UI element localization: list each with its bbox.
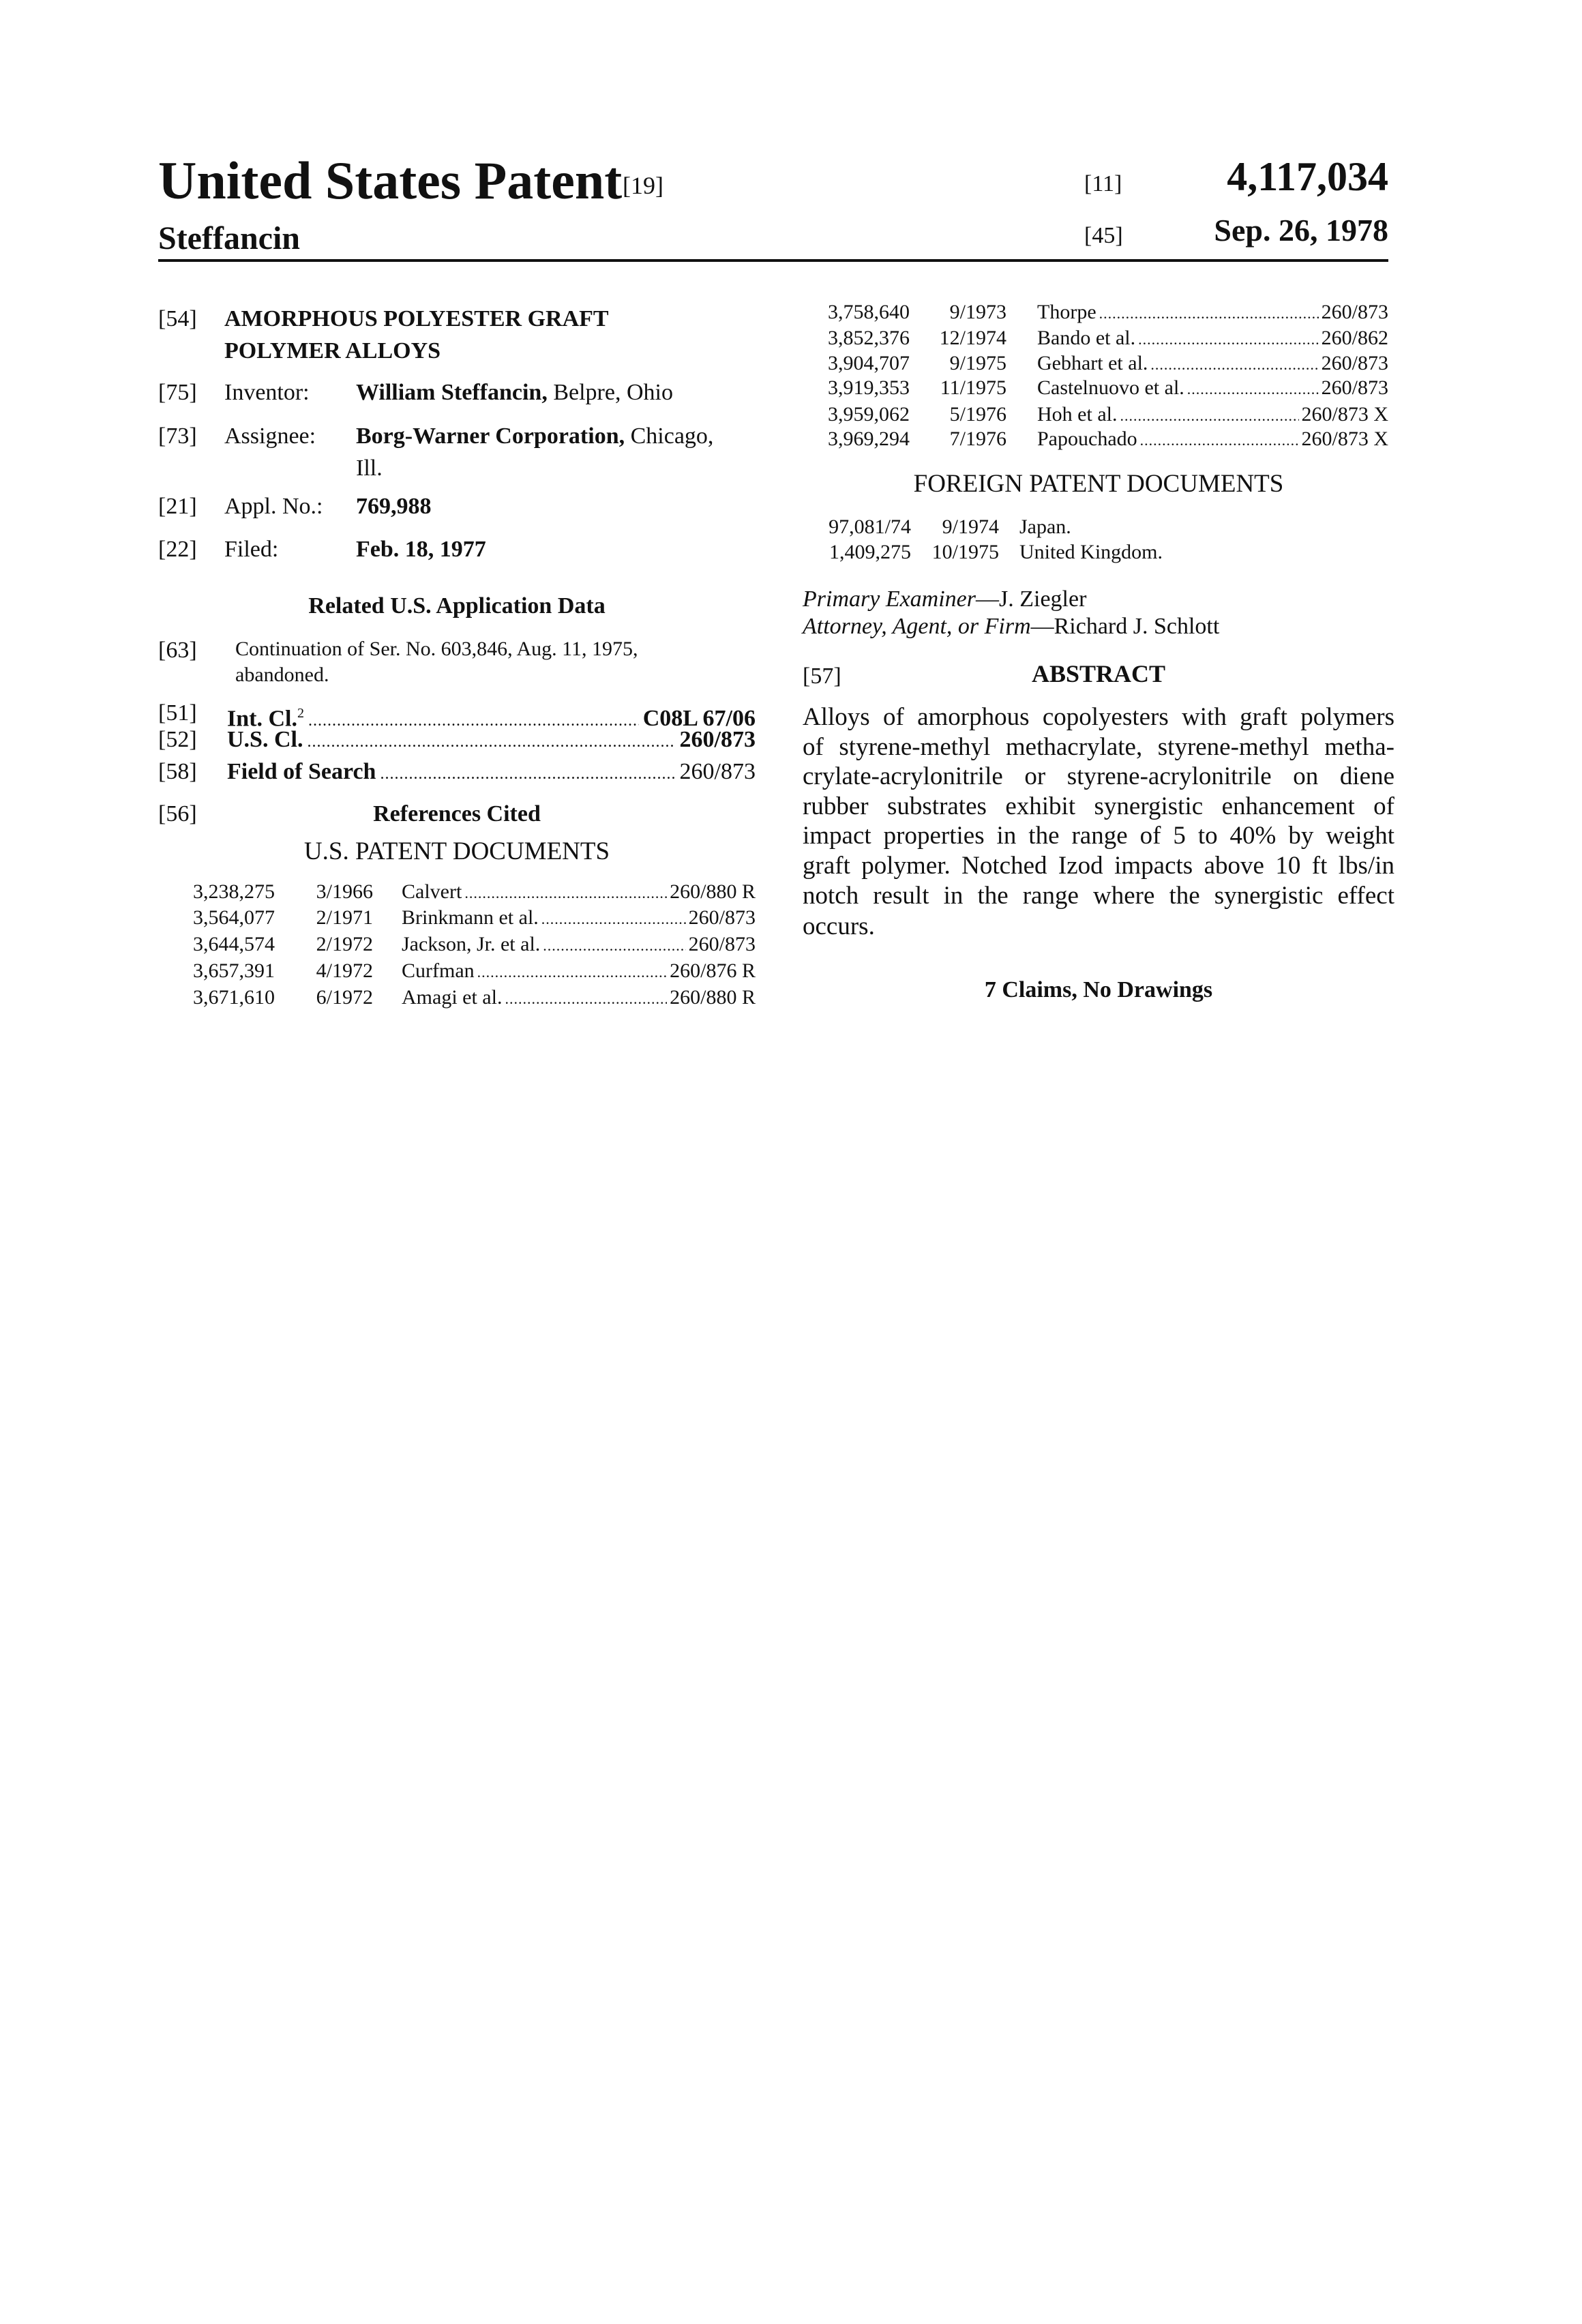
abstract-line: of styrene-methyl methacrylate, styrene-methyl metha-	[803, 732, 1394, 762]
assignee-code: [73]	[158, 423, 197, 450]
continuation-line: Continuation of Ser. No. 603,846, Aug. 11, 1975,	[235, 637, 638, 661]
ref-date: 10/1975	[911, 540, 999, 565]
invention-title-line: POLYMER ALLOYS	[224, 338, 441, 365]
ref-name: Gebhart et al.	[1037, 351, 1148, 376]
ref-name: Bando et al.	[1037, 326, 1135, 351]
leader-dots	[1187, 376, 1319, 402]
reference-row	[166, 959, 756, 985]
ref-name: Amagi et al.	[402, 985, 502, 1010]
ref-number: 1,409,275	[811, 540, 911, 565]
reference-row	[166, 932, 756, 958]
appl-code: [21]	[158, 493, 197, 520]
ref-number: 3,959,062	[816, 402, 910, 427]
abstract-line: occurs.	[803, 912, 1394, 942]
int-cl-value: C08L 67/06	[643, 705, 756, 732]
foreign-heading: FOREIGN PATENT DOCUMENTS	[803, 470, 1394, 498]
reference-row	[166, 985, 756, 1011]
assignee-place-2: Ill.	[356, 455, 383, 482]
ref-number: 3,657,391	[166, 959, 275, 983]
int-cl-label: Int. Cl.2	[227, 700, 304, 732]
int-cl-code: [51]	[158, 700, 197, 727]
ref-date: 2/1971	[275, 906, 373, 930]
ref-number: 3,904,707	[816, 351, 910, 376]
reference-row	[166, 906, 756, 932]
field-of-search	[227, 758, 756, 788]
ref-country: Japan.	[1019, 515, 1071, 539]
abstract-line: impact properties in the range of 5 to 40% by weight	[803, 821, 1394, 851]
ref-number: 97,081/74	[811, 515, 911, 539]
assignee-value	[356, 423, 713, 450]
abstract-line: notch result in the range where the synergistic effect	[803, 881, 1394, 911]
date-code: [45]	[1084, 222, 1123, 250]
ref-number: 3,969,294	[816, 427, 910, 451]
reference-row	[816, 427, 1388, 453]
attorney: Attorney, Agent, or Firm—Richard J. Schlott	[803, 613, 1219, 640]
ref-name: Castelnuovo et al.	[1037, 376, 1184, 400]
ref-date: 5/1976	[910, 402, 1006, 427]
patent-number: 4,117,034	[1227, 153, 1388, 200]
ref-country: United Kingdom.	[1019, 540, 1163, 565]
reference-row	[166, 880, 756, 906]
appl-value: 769,988	[356, 493, 432, 520]
filed-label: Filed:	[224, 536, 278, 563]
related-heading: Related U.S. Application Data	[158, 593, 756, 620]
ref-class: 260/880 R	[670, 880, 756, 904]
ref-class: 260/873	[689, 906, 756, 930]
ref-date: 6/1972	[275, 985, 373, 1010]
refs-code: [56]	[158, 801, 197, 828]
appl-label: Appl. No.:	[224, 493, 323, 520]
leader-dots	[464, 880, 667, 906]
inventor-place: Belpre, Ohio	[548, 380, 673, 405]
ref-class: 260/873 X	[1302, 402, 1389, 427]
ref-number: 3,238,275	[166, 880, 275, 904]
invention-title-line: AMORPHOUS POLYESTER GRAFT	[224, 306, 609, 333]
filed-code: [22]	[158, 536, 197, 563]
foreign-reference-row	[811, 540, 1163, 565]
ref-date: 11/1975	[910, 376, 1006, 400]
header-rule	[158, 259, 1388, 262]
reference-row	[816, 376, 1388, 402]
leader-dots	[1140, 427, 1299, 453]
ref-name: Brinkmann et al.	[402, 906, 539, 930]
ref-number: 3,919,353	[816, 376, 910, 400]
us-cl-label: U.S. Cl.	[227, 726, 303, 754]
inventor-value	[356, 379, 673, 406]
field-value: 260/873	[680, 758, 756, 786]
assignee-label: Assignee:	[224, 423, 316, 450]
ref-class: 260/873	[1322, 300, 1388, 325]
title-field-code: [54]	[158, 306, 197, 333]
continuation-line: abandoned.	[235, 663, 329, 687]
ref-number: 3,671,610	[166, 985, 275, 1010]
abstract-line: rubber substrates exhibit synergistic enhancement of	[803, 792, 1394, 822]
ref-class: 260/873	[1322, 351, 1388, 376]
ref-name: Calvert	[402, 880, 462, 904]
leader-dots	[1150, 351, 1318, 377]
leader-dots	[505, 985, 667, 1011]
reference-row	[816, 300, 1388, 326]
ref-number: 3,644,574	[166, 932, 275, 957]
abstract-line: crylate-acrylonitrile or styrene-acrylonitrile on diene	[803, 762, 1394, 792]
leader-dots	[543, 932, 685, 958]
ref-date: 4/1972	[275, 959, 373, 983]
ref-date: 7/1976	[910, 427, 1006, 451]
inventor-name: William Steffancin,	[356, 380, 548, 405]
ref-date: 9/1973	[910, 300, 1006, 325]
inventor-surname: Steffancin	[158, 220, 300, 258]
reference-row	[816, 351, 1388, 377]
ref-class: 260/876 R	[670, 959, 756, 983]
ref-class: 260/873	[1322, 376, 1388, 400]
ref-number: 3,758,640	[816, 300, 910, 325]
inventor-label: Inventor:	[224, 379, 310, 406]
ref-date: 9/1974	[911, 515, 999, 539]
abstract-line: graft polymer. Notched Izod impacts above 10 ft lbs/in	[803, 851, 1394, 881]
refs-heading: References Cited	[158, 801, 756, 828]
us-cl-code: [52]	[158, 726, 197, 754]
leader-dots	[1099, 300, 1319, 326]
ref-date: 9/1975	[910, 351, 1006, 376]
title-code: [19]	[623, 172, 663, 199]
ref-date: 12/1974	[910, 326, 1006, 351]
leader-dots	[541, 906, 686, 932]
ref-number: 3,852,376	[816, 326, 910, 351]
us-cl-field	[227, 726, 756, 756]
us-cl-value: 260/873	[680, 726, 756, 754]
ref-class: 260/873 X	[1302, 427, 1389, 451]
ref-class: 260/873	[689, 932, 756, 957]
patent-number-code: [11]	[1084, 170, 1122, 198]
inventor-code: [75]	[158, 379, 197, 406]
abstract-line: Alloys of amorphous copolyesters with graft polymers	[803, 702, 1394, 732]
patent-date: Sep. 26, 1978	[1214, 213, 1388, 248]
reference-row	[816, 402, 1388, 428]
patent-title: United States Patent	[158, 150, 622, 211]
leader-dots	[477, 959, 668, 985]
ref-name: Hoh et al.	[1037, 402, 1117, 427]
abstract-heading: ABSTRACT	[803, 659, 1394, 688]
ref-name: Jackson, Jr. et al.	[402, 932, 540, 957]
ref-name: Thorpe	[1037, 300, 1096, 325]
ref-class: 260/862	[1322, 326, 1388, 351]
ref-date: 3/1966	[275, 880, 373, 904]
ref-class: 260/880 R	[670, 985, 756, 1010]
assignee-name: Borg-Warner Corporation,	[356, 423, 625, 449]
abstract-code: [57]	[803, 663, 841, 690]
leader-dots	[1138, 326, 1319, 352]
leader-dots	[1120, 402, 1298, 428]
foreign-reference-row	[811, 515, 1071, 539]
ref-name: Curfman	[402, 959, 475, 983]
ref-number: 3,564,077	[166, 906, 275, 930]
field-label: Field of Search	[227, 758, 376, 786]
continuation-code: [63]	[158, 637, 197, 664]
filed-value: Feb. 18, 1977	[356, 536, 486, 563]
primary-examiner: Primary Examiner—J. Ziegler	[803, 586, 1086, 613]
ref-name: Papouchado	[1037, 427, 1137, 451]
claims-summary: 7 Claims, No Drawings	[803, 977, 1394, 1004]
ref-date: 2/1972	[275, 932, 373, 957]
reference-row	[816, 326, 1388, 352]
us-docs-heading: U.S. PATENT DOCUMENTS	[158, 837, 756, 866]
field-code: [58]	[158, 758, 197, 786]
assignee-place: Chicago,	[625, 423, 713, 449]
